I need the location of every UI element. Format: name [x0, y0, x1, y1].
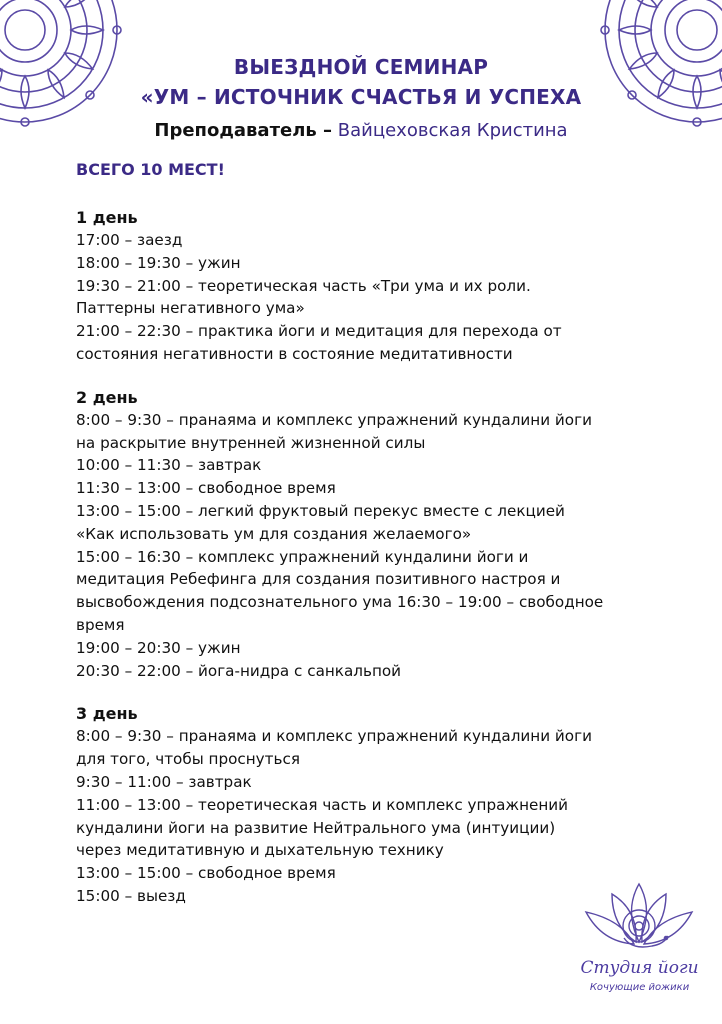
schedule-line: Паттерны негативного ума»	[76, 299, 305, 318]
studio-logo	[572, 880, 707, 1010]
schedule-line: 13:00 – 15:00 – легкий фруктовый перекус вместе с лекцией	[76, 501, 565, 520]
schedule-line: состояния негативности в состояние медитативности	[76, 344, 513, 363]
schedule-line: на раскрытие внутренней жизненной силы	[76, 433, 426, 452]
schedule-line: для того, чтобы проснуться	[76, 750, 300, 769]
schedule-line: высвобождения подсознательного ума 16:30 – 19:00 – свободное	[76, 593, 604, 612]
schedule-line: 17:00 – заезд	[76, 231, 183, 249]
seminar-title-line2: «УМ – ИСТОЧНИК СЧАСТЬЯ И УСПЕХА	[140, 85, 582, 109]
schedule-line: 13:00 – 15:00 – свободное время	[76, 864, 336, 883]
seminar-title-line1: ВЫЕЗДНОЙ СЕМИНАР	[233, 55, 489, 79]
schedule-line: 20:30 – 22:00 – йога-нидра с санкальпой	[76, 661, 402, 680]
day-section-1	[76, 206, 696, 366]
schedule-line: 15:00 – 16:30 – комплекс упражнений кундалини йоги и	[76, 547, 529, 566]
schedule-line: 8:00 – 9:30 – пранаяма и комплекс упражнений кундалини йоги	[76, 410, 592, 429]
schedule-line: 8:00 – 9:30 – пранаяма и комплекс упражнений кундалини йоги	[76, 727, 592, 746]
day-title: 3 день	[76, 704, 138, 724]
schedule-line: 10:00 – 11:30 – завтрак	[76, 456, 262, 475]
schedule-line: медитация Ребефинга для создания позитивного настроя и	[76, 570, 561, 589]
schedule-line: 9:30 – 11:00 – завтрак	[76, 772, 252, 791]
seats-note: ВСЕГО 10 МЕСТ!	[76, 160, 225, 179]
schedule-line: 19:00 – 20:30 – ужин	[76, 638, 241, 657]
schedule-line: «Как использовать ум для создания желаемого»	[76, 524, 472, 543]
schedule-line: 19:30 – 21:00 – теоретическая часть «Три ума и их роли.	[76, 276, 531, 295]
studio-logo-name: Студия йоги	[580, 958, 699, 978]
page-header	[0, 52, 722, 144]
schedule-line: 15:00 – выезд	[76, 886, 186, 905]
schedule-line: время	[76, 615, 125, 634]
lotus-hedgehog-icon	[572, 880, 707, 960]
day-section-2	[76, 386, 696, 683]
teacher-name: Вайцеховская Кристина	[337, 120, 568, 141]
schedule-line: через медитативную и дыхательную технику	[76, 841, 444, 860]
schedule-line: 11:30 – 13:00 – свободное время	[76, 479, 336, 498]
day-section-3	[76, 702, 696, 907]
schedule-line: кундалини йоги на развитие Нейтрального ума (интуиции)	[76, 818, 556, 837]
teacher-label: Преподаватель –	[154, 120, 333, 141]
schedule-line: 18:00 – 19:30 – ужин	[76, 253, 241, 272]
schedule-line: 11:00 – 13:00 – теоретическая часть и комплекс упражнений	[76, 795, 569, 814]
teacher-line	[0, 118, 722, 144]
schedule	[76, 206, 696, 928]
day-title: 2 день	[76, 387, 138, 407]
schedule-line: 21:00 – 22:30 – практика йоги и медитация для перехода от	[76, 322, 562, 341]
studio-logo-tagline: Кочующие йожики	[589, 982, 690, 993]
day-title: 1 день	[76, 208, 138, 227]
